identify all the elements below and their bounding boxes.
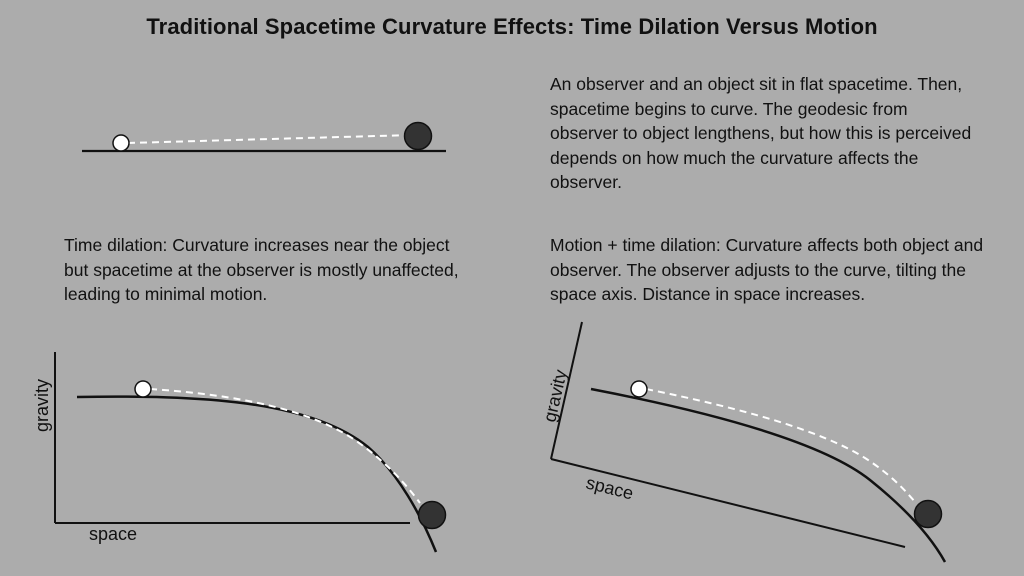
motion-curved-spacetime — [591, 389, 945, 562]
dilation-observer — [135, 381, 151, 397]
motion-object — [915, 501, 942, 528]
flat-geodesic-line — [128, 135, 412, 143]
flat-spacetime-diagram — [82, 123, 446, 152]
dilation-gravity-label: gravity — [32, 378, 52, 432]
dilation-object — [419, 502, 446, 529]
dilation-geodesic — [150, 389, 420, 503]
motion-caption: Motion + time dilation: Curvature affects both object and observer. The observer adjusts to the curve, tilting the space axis. Distance in space increases. — [550, 235, 984, 304]
intro-paragraph: An observer and an object sit in flat spacetime. Then, spacetime begins to curve. The geodesic from observer to object lengthens, but how this is perceived depends on how much the curvature affects the observer. — [550, 74, 972, 192]
flat-object — [405, 123, 432, 150]
motion-gravity-label: gravity — [539, 367, 571, 424]
page-title: Traditional Spacetime Curvature Effects: Time Dilation Versus Motion — [146, 14, 878, 39]
motion-space-label: space — [584, 472, 636, 504]
dilation-diagram — [32, 352, 446, 552]
motion-space-axis — [551, 459, 905, 547]
flat-observer — [113, 135, 129, 151]
motion-diagram — [539, 322, 945, 562]
motion-observer — [631, 381, 647, 397]
dilation-caption: Time dilation: Curvature increases near the object but spacetime at the observer is mostly unaffected, leading to minimal motion. — [64, 235, 459, 304]
dilation-space-label: space — [89, 524, 138, 544]
